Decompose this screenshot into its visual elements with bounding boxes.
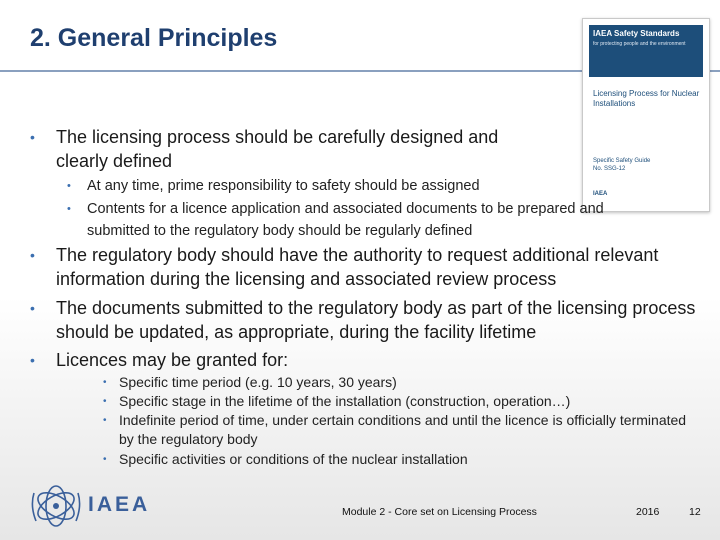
bullet-dot-icon: • [103,396,107,407]
iaea-logo-text: IAEA [88,493,151,516]
sub-bullet-item [103,411,699,449]
cover-title: Licensing Process for Nuclear Installations [593,89,700,108]
cover-guide [593,157,701,173]
footer-year: 2016 [636,506,660,518]
cover-subtitle: for protecting people and the environment [593,41,686,47]
cover-guide-no: No. SSG-12 [593,166,626,172]
bullet-dot-icon: • [30,300,35,316]
bullet-dot-icon: • [67,203,71,215]
sub-bullet-item [67,175,527,197]
bullet-text: The licensing process should be carefully designed and clearly defined [56,127,499,171]
page-number: 12 [689,506,701,518]
cover-logo: IAEA [593,191,608,197]
bullet-dot-icon: • [103,415,107,426]
bullet-dot-icon: • [30,129,35,145]
cover-series: IAEA Safety Standards [593,29,680,38]
bullet-dot-icon: • [67,180,71,192]
sub-bullet-item [103,450,699,469]
bullet-dot-icon: • [30,247,35,263]
cover-guide-type: Specific Safety Guide [593,158,651,164]
sub-bullet-item [103,373,699,392]
bullet-text: Specific time period (e.g. 10 years, 30 years) [119,374,397,390]
bullet-dot-icon: • [103,454,107,465]
bullet-text: The documents submitted to the regulatory body as part of the licensing process should be updated, as appropriate, during the facility lifetime [56,298,696,342]
document-cover-image [582,18,710,212]
bullet-text: Indefinite period of time, under certain conditions and until the licence is officially terminated by the regulatory body [119,412,687,447]
sub-bullet-item [67,198,617,242]
sub-bullet-item [103,392,699,411]
bullet-text: Licences may be granted for: [56,350,289,370]
bullet-dot-icon: • [103,377,107,388]
footer-module: Module 2 - Core set on Licensing Process [342,506,537,518]
bullet-dot-icon: • [30,352,35,368]
bullet-item [30,348,696,372]
bullet-text: The regulatory body should have the authority to request additional relevant information during the licensing and associated review process [56,245,659,289]
bullet-item [30,243,696,291]
bullet-text: Specific stage in the lifetime of the installation (construction, operation…) [119,393,571,409]
page-title: 2. General Principles [30,24,278,52]
un-emblem-icon [28,483,84,529]
iaea-logo [28,483,158,529]
bullet-text: At any time, prime responsibility to safety should be assigned [87,178,480,194]
bullet-item [30,125,536,173]
bullet-text: Specific activities or conditions of the nuclear installation [119,451,468,467]
bullet-text: Contents for a licence application and associated documents to be prepared and submitted to the regulatory body should be regularly defined [87,201,604,239]
bullet-item [30,296,696,344]
